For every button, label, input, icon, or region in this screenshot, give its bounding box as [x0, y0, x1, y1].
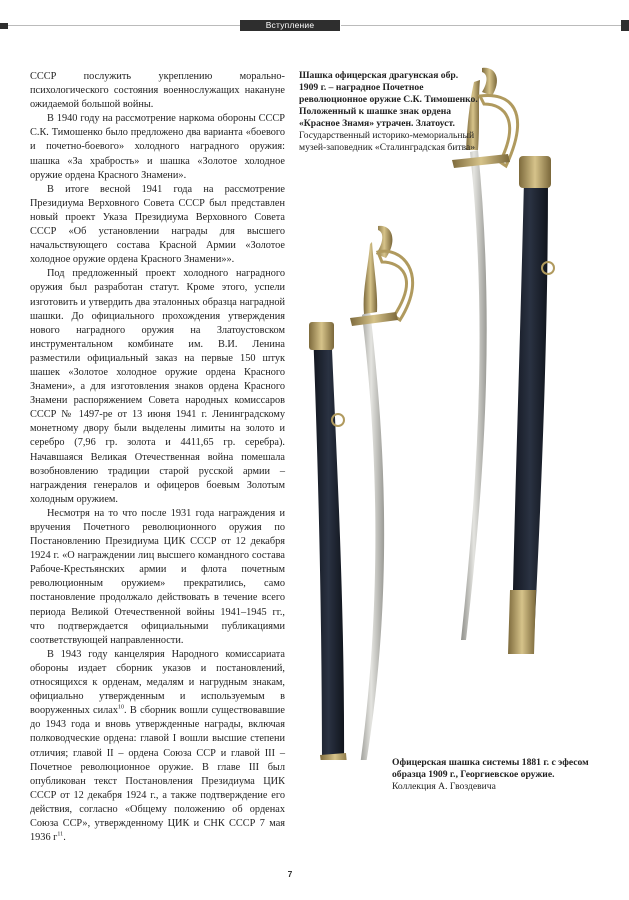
caption-top-title: Шашка офицерская драгунская обр. 1909 г. – наградное Почетное революционное оружие С.К. Тимошенко. Положенный к шашке знак ордена «Красное Знамя» утрачен. Златоуст. [299, 70, 478, 129]
header-rule-left [8, 25, 240, 26]
sabre-left [350, 226, 413, 760]
paragraph-text: Несмотря на то что после 1931 года награждения и вручения Почетного революционного оружия по Постановлению Президиума ЦИК СССР от 12 декабря 1924 г. «О награждении лиц высшего командного состава Рабоче-Крестьянских армии и флота почетным революционным оружием» прекратились, само постановление продолжало действовать в течение всего периода Великой Отечественной войны 1941–1945 гг., что подтверждается официальными публикациями соответствующей направленности. [30, 507, 285, 646]
paragraph-text: В сборник вошли существовавшие до 1943 года и вновь утвержденные награды, включая полководческие ордена: главой I вошли высшие степени отличия; главой II – ордена Союза ССР и главой III – Почетное революционное оружие. В главе III был опубликован текст Постановления Президиума ЦИК СССР от 12 декабря 1924 г., а также подтверждение его действия, согласно «Общему положению об орденах Союза ССР», утвержденному ЦИК и СНК СССР 7 мая 1936 г [30, 705, 285, 844]
footnote-suffix: . [124, 705, 127, 717]
footnote-ref-11: 11 [57, 831, 64, 838]
running-header [0, 20, 629, 31]
header-rule-right [341, 25, 621, 26]
header-right-block [621, 20, 629, 31]
paragraph-text: В 1940 году на рассмотрение наркома обороны СССР С.К. Тимошенко было предложено два варианта «боевого и почетно-боевого» холодного наградного оружия: шашка «За храбрость» и шашка «Золотое холодное оружие ордена Красного Знамени». [30, 113, 285, 181]
paragraph-text: . [63, 832, 66, 844]
header-left-block [0, 23, 8, 29]
paragraph-1 [30, 70, 285, 112]
section-title: Вступление [265, 20, 315, 30]
paragraph-6 [30, 648, 285, 845]
paragraph-text: СССР послужить укреплению морально-психологического состояния военнослужащих накануне ожидаемой большой войны. [30, 71, 285, 111]
scabbard-left [309, 322, 350, 760]
caption-top-source: Государственный историко-мемориальный музей-заповедник «Сталинградская битва» [299, 130, 476, 153]
footnote-ref-10: 10 [118, 704, 124, 711]
caption-bottom [392, 757, 592, 793]
paragraph-text: Под предложенный проект холодного наградного оружия был разработан статут. Кроме этого, успели изготовить и утвердить два эталонных образца наградной шашки. До официального прохождения утверждения нового наградного оружия на Златоустовском инструментальном комбинате им. В.И. Ленина разместили официальный заказ на первые 150 штук шашек «Золотое холодное оружие ордена Красного Знамени», а для изготовления знаков ордена Красного Знамени распоряжением Совета народных комиссаров СССР № 1497-ре от 13 июня 1941 г. Ленинградскому монетному двору были выделены лимиты на золото и серебро (7,96 гр. золота и 4411,65 гр. серебра). Начавшаяся Великая Отечественная война помешала возобновлению традиции старой русской армии – награждения генералов и офицеров боевым Золотым холодным оружием. [30, 268, 285, 505]
paragraph-text: В итоге весной 1941 года на рассмотрение Президиума Верховного Совета СССР был представлен новый проект Указа Президиума Верховного Совета СССР «Об установлении награды для высшего начальствующего состава Красной Армии «Золотое холодное оружие ордена Красного Знамени»». [30, 183, 285, 266]
paragraph-4 [30, 267, 285, 507]
page-number: 7 [287, 869, 293, 879]
caption-bottom-title: Офицерская шашка системы 1881 г. с эфесом образца 1909 г., Георгиевское оружие. [392, 757, 589, 780]
main-text-column [30, 70, 285, 845]
paragraph-text: В 1943 году канцелярия Народного комиссариата обороны издает сборник указов и постановлений, относящихся к орденам, медалям и нагрудным знакам, официально утвержденным и используемым в вооруженных силах [30, 648, 285, 717]
paragraph-3 [30, 183, 285, 268]
scabbard-right [508, 156, 554, 654]
sabres-photo [300, 60, 620, 760]
paragraph-5 [30, 507, 285, 648]
caption-bottom-source: Коллекция А. Гвоздевича [392, 781, 496, 792]
paragraph-2 [30, 112, 285, 182]
caption-top [299, 70, 479, 154]
